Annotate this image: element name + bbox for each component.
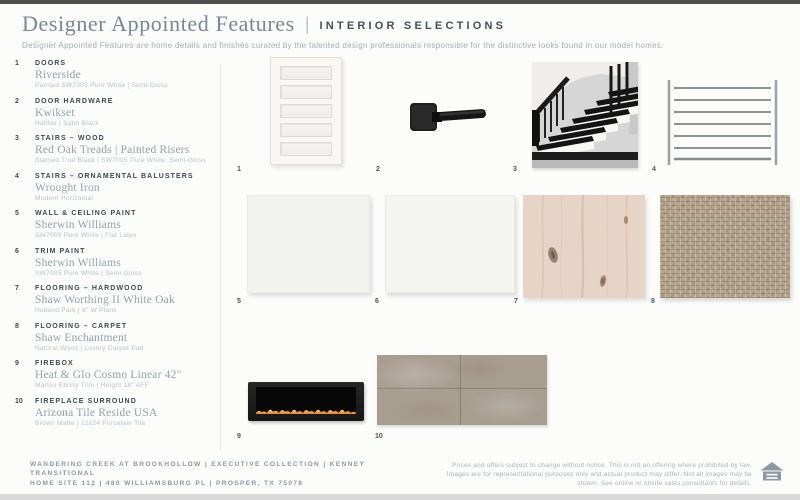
- selection-item-flooring-hardwood: [15, 284, 217, 315]
- gallery-label: 4: [652, 166, 656, 173]
- staircase-photo: [532, 62, 638, 168]
- selection-detail: Modern Horizontal: [35, 194, 94, 202]
- selection-item-trim-paint: [15, 247, 217, 278]
- selections-list: [15, 59, 217, 434]
- footer-address-line: HOME SITE 112 | 480 WILLIAMSBURG PL | PROSPER, TX 75078: [30, 480, 304, 487]
- selection-product: Heat & Glo Cosmo Linear 42": [35, 369, 182, 381]
- gallery-label: 3: [513, 166, 517, 173]
- selection-number: 3: [15, 135, 19, 142]
- selection-item-stairs-wood: [15, 134, 217, 165]
- vertical-divider: [220, 64, 221, 450]
- selection-number: 10: [15, 397, 23, 405]
- door-panel: [280, 142, 332, 156]
- door-panel: [280, 123, 332, 137]
- gallery-label: 5: [237, 298, 241, 305]
- selection-category: STAIRS – WOOD: [35, 135, 105, 142]
- selection-category: DOOR HARDWARE: [35, 97, 114, 105]
- top-border-strip: [0, 0, 800, 4]
- selection-detail: SW7005 Pure White | Flat Latex: [35, 232, 137, 239]
- selection-item-firebox: [15, 359, 217, 390]
- selection-product: Riverside: [35, 69, 81, 81]
- selection-number: 2: [15, 97, 19, 105]
- equal-housing-icon: [760, 462, 784, 484]
- selection-detail: Stained True Black | SW7005 Pure White, Semi-Gloss: [35, 157, 206, 164]
- selection-item-flooring-carpet: [15, 322, 217, 353]
- door-lever-swatch: [398, 96, 492, 138]
- selection-product: Sherwin Williams: [35, 256, 121, 269]
- footer-community-info: [30, 461, 422, 489]
- selection-category: FLOORING – CARPET: [35, 322, 128, 330]
- horizontal-railing-swatch: [665, 80, 780, 165]
- header: [22, 11, 664, 50]
- page-title: Designer Appointed Features: [22, 11, 295, 36]
- flame-icon: [256, 403, 356, 414]
- carpet-swatch: [660, 195, 790, 298]
- door-panel: [280, 104, 332, 118]
- selection-product: Arizona Tile Reside USA: [35, 406, 158, 419]
- linear-firebox-photo: [248, 382, 364, 421]
- selection-detail: Holland Park | 8" W Plank: [35, 307, 117, 314]
- door-panel: [280, 85, 332, 99]
- gallery-label: 7: [514, 298, 518, 305]
- gallery-label: 8: [651, 298, 655, 305]
- footer-community-line: WANDERING CREEK AT BROOKHOLLOW | EXECUTIVE COLLECTION | KENNEY TRANSITIONAL: [30, 461, 366, 477]
- selection-item-doors: [15, 59, 217, 90]
- selection-detail: Natural Wood | Luxury Carpet Pad: [35, 344, 144, 352]
- gallery-label: 10: [375, 433, 383, 440]
- selection-detail: Halifax | Satin Black: [35, 119, 99, 127]
- gallery-label: 2: [376, 166, 380, 173]
- selection-product: Kwikset: [35, 106, 75, 119]
- wall-paint-swatch: [247, 195, 370, 293]
- door-panel: [280, 66, 332, 80]
- interior-door-swatch: [270, 57, 342, 165]
- selection-item-fireplace-surround: [15, 397, 217, 428]
- selection-detail: Martini Ebony Trim | Height 18" AFF: [35, 382, 149, 389]
- gallery-label: 9: [237, 433, 241, 440]
- selection-item-wall-ceiling-paint: [15, 209, 217, 240]
- trim-paint-swatch: [385, 195, 515, 293]
- selection-number: 6: [15, 247, 19, 255]
- title-row: [22, 11, 664, 37]
- title-divider: |: [304, 14, 310, 34]
- selection-category: STAIRS – ORNAMENTAL BALUSTERS: [35, 172, 194, 180]
- selection-item-stairs-balusters: [15, 172, 217, 203]
- page-description: Designer Appointed Features are home details and finishes curated by the talented design professionals responsible for the distinctive looks found in our model homes.: [22, 41, 664, 50]
- horizontal-railing-icon: [665, 80, 780, 165]
- wood-grain-illustration: [523, 195, 645, 298]
- selection-category: WALL & CEILING PAINT: [35, 210, 137, 217]
- selection-number: 8: [15, 322, 19, 330]
- selection-product: Red Oak Treads | Painted Risers: [35, 144, 190, 156]
- bottom-border-strip: [0, 494, 800, 500]
- selection-product: Wrought Iron: [35, 181, 100, 194]
- selection-number: 5: [15, 210, 19, 217]
- selection-category: FLOORING – HARDWOOD: [35, 285, 144, 292]
- selection-detail: Brown Matte | 12x24 Porcelain Tile: [35, 419, 146, 427]
- selection-category: DOORS: [35, 60, 67, 67]
- door-lever-icon: [398, 96, 492, 138]
- selection-product: Shaw Enchantment: [35, 331, 128, 344]
- selection-detail: SW7005 Pure White | Semi-Gloss: [35, 269, 142, 277]
- gallery-label: 6: [375, 298, 379, 305]
- selection-category: FIREBOX: [35, 360, 74, 367]
- selection-category: TRIM PAINT: [35, 247, 86, 255]
- selection-number: 9: [15, 360, 19, 367]
- selection-number: 1: [15, 60, 19, 67]
- selection-product: Shaw Worthing II White Oak: [35, 294, 175, 306]
- selection-detail: Painted SW7005 Pure White | Semi-Gloss: [35, 82, 169, 89]
- firebox-window: [256, 387, 356, 414]
- page-subtitle-tag: INTERIOR SELECTIONS: [319, 19, 507, 32]
- staircase-illustration: [532, 62, 638, 168]
- gallery-label: 1: [237, 166, 241, 173]
- footer-disclaimer: Prices and offers subject to change without notice. This is not an offering where prohibited by law. Images are for representational purposes only and actual product may differ. Not all images may be shown. See online or onsite sales consultants for details.: [446, 462, 752, 487]
- selection-number: 4: [15, 172, 19, 180]
- selection-item-door-hardware: [15, 97, 217, 128]
- selection-category: FIREPLACE SURROUND: [35, 397, 137, 405]
- porcelain-tile-swatch: [377, 355, 547, 425]
- selection-number: 7: [15, 285, 19, 292]
- selection-product: Sherwin Williams: [35, 219, 121, 231]
- hardwood-swatch: [523, 195, 645, 298]
